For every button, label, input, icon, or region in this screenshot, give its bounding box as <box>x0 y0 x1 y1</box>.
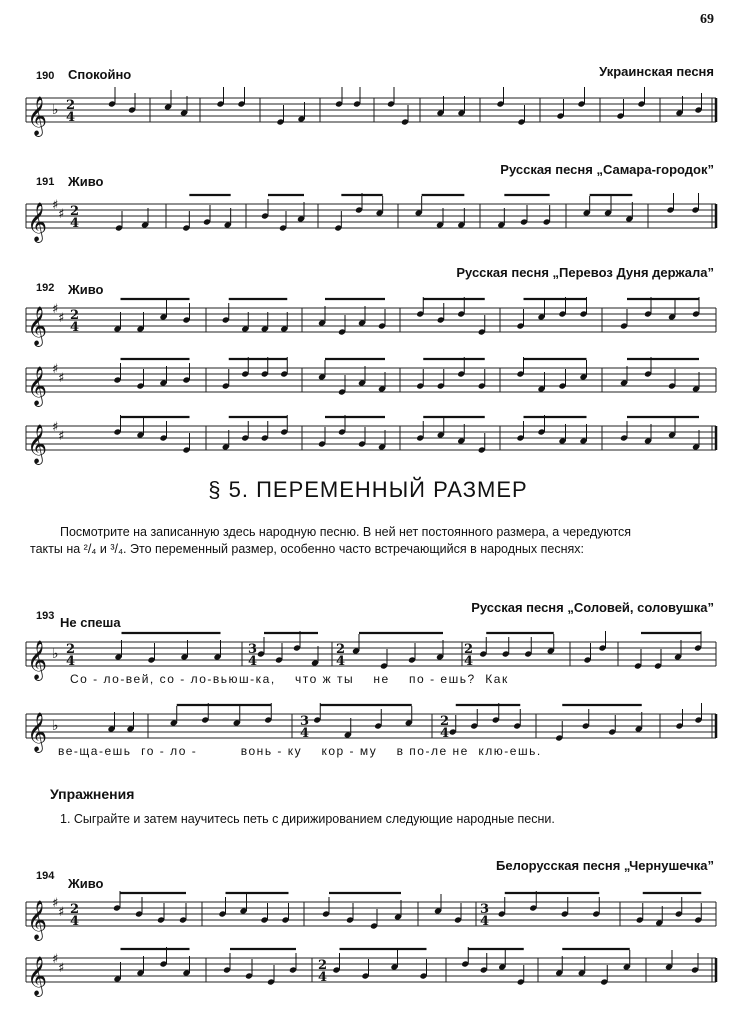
sharp-icon: ♯ <box>58 371 65 386</box>
time-signature-bottom: 4 <box>70 914 80 929</box>
time-signature-top: 2 <box>70 204 80 219</box>
staff <box>0 896 736 940</box>
staff <box>0 198 736 242</box>
tempo-marking: Живо <box>68 174 104 189</box>
sharp-icon: ♯ <box>52 302 59 317</box>
time-signature-top: 2 <box>464 642 474 657</box>
song-source: Русская песня „Соловей, соловушка” <box>471 600 714 615</box>
time-signature-top: 2 <box>440 714 450 729</box>
song-number: 190 <box>36 70 55 82</box>
time-signature-bottom: 4 <box>464 654 474 669</box>
paragraph-line: такты на ²/₄ и ³/₄. Это переменный размер, особенно часто встречающийся в народных песнях: <box>30 542 584 556</box>
treble-clef-icon: 𝄞 <box>27 900 48 940</box>
time-signature-top: 2 <box>318 958 328 973</box>
time-signature-bottom: 4 <box>70 320 80 335</box>
song-source: Русская песня „Перевоз Дуня держала” <box>456 265 714 280</box>
treble-clef-icon: 𝄞 <box>27 956 48 996</box>
time-signature-top: 2 <box>70 308 80 323</box>
section-heading: § 5. ПЕРЕМЕННЫЙ РАЗМЕР <box>208 477 528 502</box>
staff <box>0 420 736 464</box>
sharp-icon: ♯ <box>52 420 59 435</box>
time-signature-top: 2 <box>336 642 346 657</box>
time-signature-bottom: 4 <box>318 970 328 985</box>
time-signature-bottom: 4 <box>66 110 76 125</box>
exercises-heading: Упражнения <box>50 786 135 802</box>
tempo-marking: Живо <box>68 282 104 297</box>
staff <box>0 952 736 996</box>
sharp-icon: ♯ <box>58 429 65 444</box>
time-signature-bottom: 4 <box>248 654 258 669</box>
time-signature-top: 2 <box>70 902 80 917</box>
song-source: Белорусская песня „Чернушечка” <box>496 858 714 873</box>
sharp-icon: ♯ <box>58 311 65 326</box>
treble-clef-icon: 𝄞 <box>27 424 48 464</box>
page-number: 69 <box>700 12 714 27</box>
song-source: Украинская песня <box>599 64 714 79</box>
lyrics-line: Со - ло-вей, со - ло-вьюш-ка, что ж ты не по - ешь? Как <box>70 672 509 686</box>
song-number: 192 <box>36 282 55 294</box>
sharp-icon: ♯ <box>52 952 59 967</box>
treble-clef-icon: 𝄞 <box>27 96 48 136</box>
staff <box>0 92 736 136</box>
time-signature-top: 3 <box>480 902 490 917</box>
time-signature-bottom: 4 <box>480 914 490 929</box>
sharp-icon: ♯ <box>58 961 65 976</box>
song-number: 191 <box>36 176 55 188</box>
treble-clef-icon: 𝄞 <box>27 366 48 406</box>
treble-clef-icon: 𝄞 <box>27 306 48 346</box>
staff <box>0 302 736 346</box>
sharp-icon: ♯ <box>58 905 65 920</box>
time-signature-bottom: 4 <box>300 726 310 741</box>
paragraph-line: Посмотрите на записанную здесь народную песню. В ней нет постоянного размера, а чередуются <box>60 525 632 539</box>
song-number: 193 <box>36 610 55 622</box>
sharp-icon: ♯ <box>58 207 65 222</box>
time-signature-bottom: 4 <box>336 654 346 669</box>
exercise-text: 1. Сыграйте и затем научитесь петь с дирижированием следующие народные песни. <box>60 812 555 826</box>
time-signature-top: 2 <box>66 98 76 113</box>
time-signature-bottom: 4 <box>66 654 76 669</box>
time-signature-top: 3 <box>300 714 310 729</box>
flat-icon: ♭ <box>52 718 59 734</box>
treble-clef-icon: 𝄞 <box>27 640 48 680</box>
song-number: 194 <box>36 870 55 882</box>
time-signature-top: 3 <box>248 642 258 657</box>
time-signature-bottom: 4 <box>440 726 450 741</box>
time-signature-bottom: 4 <box>70 216 80 231</box>
tempo-marking: Живо <box>68 876 104 891</box>
sharp-icon: ♯ <box>52 362 59 377</box>
time-signature-top: 2 <box>66 642 76 657</box>
lyrics-line: ве-ща-ешь го - ло - вонь - ку кор - му в по-ле не клю-ешь. <box>58 744 542 758</box>
tempo-marking: Не спеша <box>60 615 121 630</box>
sharp-icon: ♯ <box>52 896 59 911</box>
song-source: Русская песня „Самара-городок” <box>500 162 714 177</box>
flat-icon: ♭ <box>52 102 59 118</box>
treble-clef-icon: 𝄞 <box>27 712 48 752</box>
treble-clef-icon: 𝄞 <box>27 202 48 242</box>
tempo-marking: Спокойно <box>68 67 132 82</box>
staff <box>0 362 736 406</box>
sharp-icon: ♯ <box>52 198 59 213</box>
flat-icon: ♭ <box>52 646 59 662</box>
